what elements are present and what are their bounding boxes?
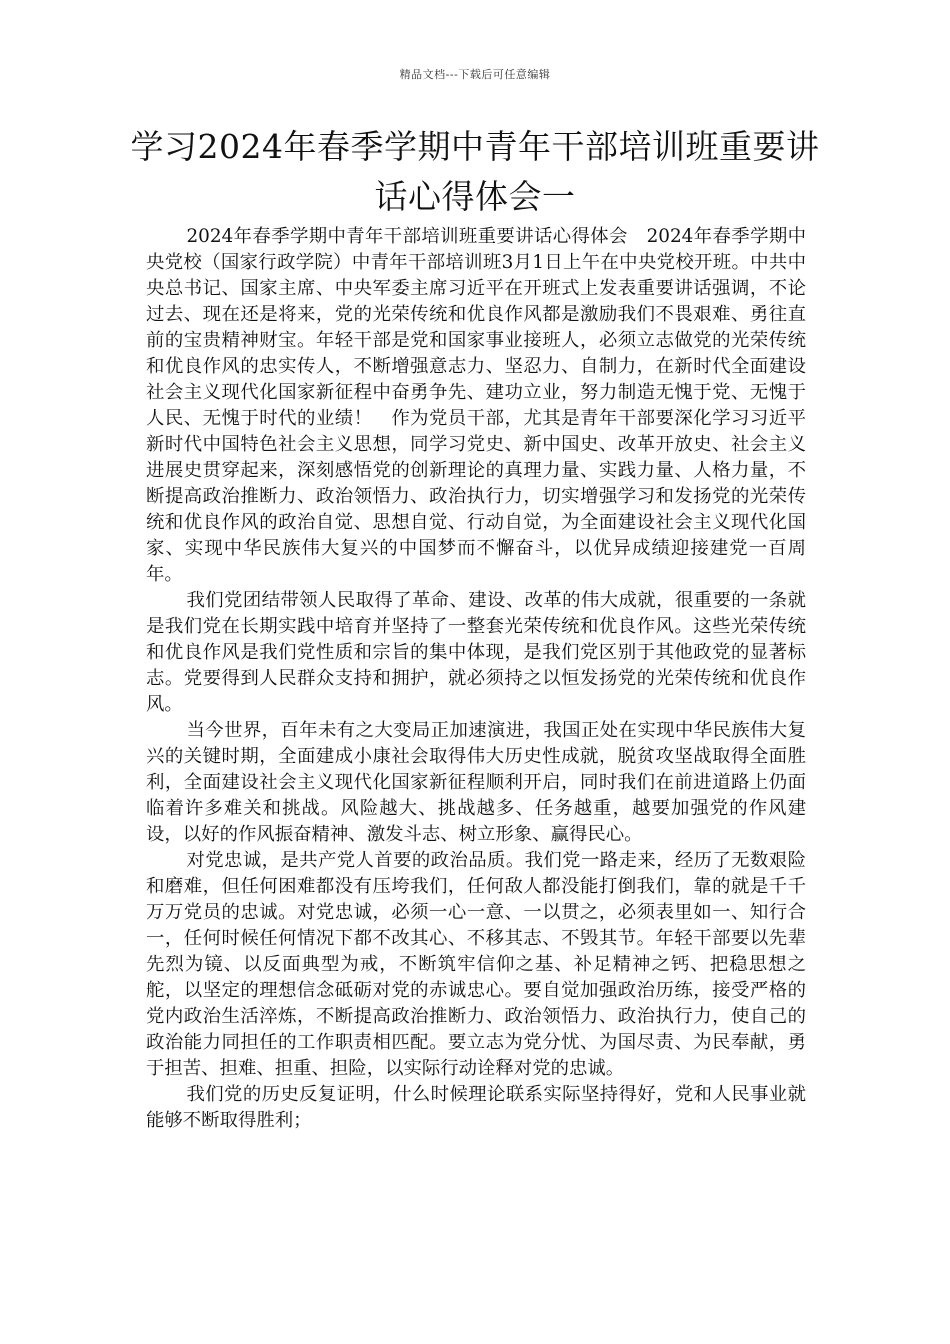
document-body: [146, 224, 806, 1134]
paragraph-1: 2024年春季学期中青年干部培训班重要讲话心得体会 2024年春季学期中央党校（国家行政学院）中青年干部培训班3月1日上午在中央党校开班。中共中央总书记、国家主席、中央军委主席习近平在开班式上发表重要讲话强调，不论过去、现在还是将来，党的光荣传统和优良作风都是激励我们不畏艰难、勇往直前的宝贵精神财宝。年轻干部是党和国家事业接班人，必须立志做党的光荣传统和优良作风的忠实传人，不断增强意志力、坚忍力、自制力，在新时代全面建设社会主义现代化国家新征程中奋勇争先、建功立业，努力制造无愧于党、无愧于人民、无愧于时代的业绩！ 作为党员干部，尤其是青年干部要深化学习习近平新时代中国特色社会主义思想，同学习党史、新中国史、改革开放史、社会主义进展史贯穿起来，深刻感悟党的创新理论的真理力量、实践力量、人格力量，不断提高政治推断力、政治领悟力、政治执行力，切实增强学习和发扬党的光荣传统和优良作风的政治自觉、思想自觉、行动自觉，为全面建设社会主义现代化国家、实现中华民族伟大复兴的中国梦而不懈奋斗，以优异成绩迎接建党一百周年。: [146, 226, 806, 585]
paragraph-2: 我们党团结带领人民取得了革命、建设、改革的伟大成就，很重要的一条就是我们党在长期实践中培育并坚持了一整套光荣传统和优良作风。这些光荣传统和优良作风是我们党性质和宗旨的集中体现，是我们党区别于其他政党的显著标志。党要得到人民群众支持和拥护，就必须持之以恒发扬党的光荣传统和优良作风。: [146, 590, 806, 715]
document-title: 学习2024年春季学期中青年干部培训班重要讲话心得体会一: [130, 127, 820, 216]
paragraph-5: 我们党的历史反复证明，什么时候理论联系实际坚持得好，党和人民事业就能够不断取得胜利；: [146, 1084, 806, 1131]
paragraph-4: 对党忠诚，是共产党人首要的政治品质。我们党一路走来，经历了无数艰险和磨难，但任何困难都没有压垮我们，任何敌人都没能打倒我们，靠的就是千千万万党员的忠诚。对党忠诚，必须一心一意、一以贯之，必须表里如一、知行合一，任何时候任何情况下都不改其心、不移其志、不毁其节。年轻干部要以先辈先烈为镜、以反面典型为戒，不断筑牢信仰之基、补足精神之钙、把稳思想之舵，以坚定的理想信念砥砺对党的赤诚忠心。要自觉加强政治历练，接受严格的党内政治生活淬炼，不断提高政治推断力、政治领悟力、政治执行力，使自己的政治能力同担任的工作职责相匹配。要立志为党分忧、为国尽责、为民奉献，勇于担苦、担难、担重、担险，以实际行动诠释对党的忠诚。: [146, 850, 806, 1079]
header-note: 精品文档---下载后可任意编辑: [399, 68, 551, 81]
paragraph-3: 当今世界，百年未有之大变局正加速演进，我国正处在实现中华民族伟大复兴的关键时期，全面建成小康社会取得伟大历史性成就，脱贫攻坚战取得全面胜利，全面建设社会主义现代化国家新征程顺利开启，同时我们在前进道路上仍面临着许多难关和挑战。风险越大、挑战越多、任务越重，越要加强党的作风建设，以好的作风振奋精神、激发斗志、树立形象、赢得民心。: [146, 720, 806, 845]
